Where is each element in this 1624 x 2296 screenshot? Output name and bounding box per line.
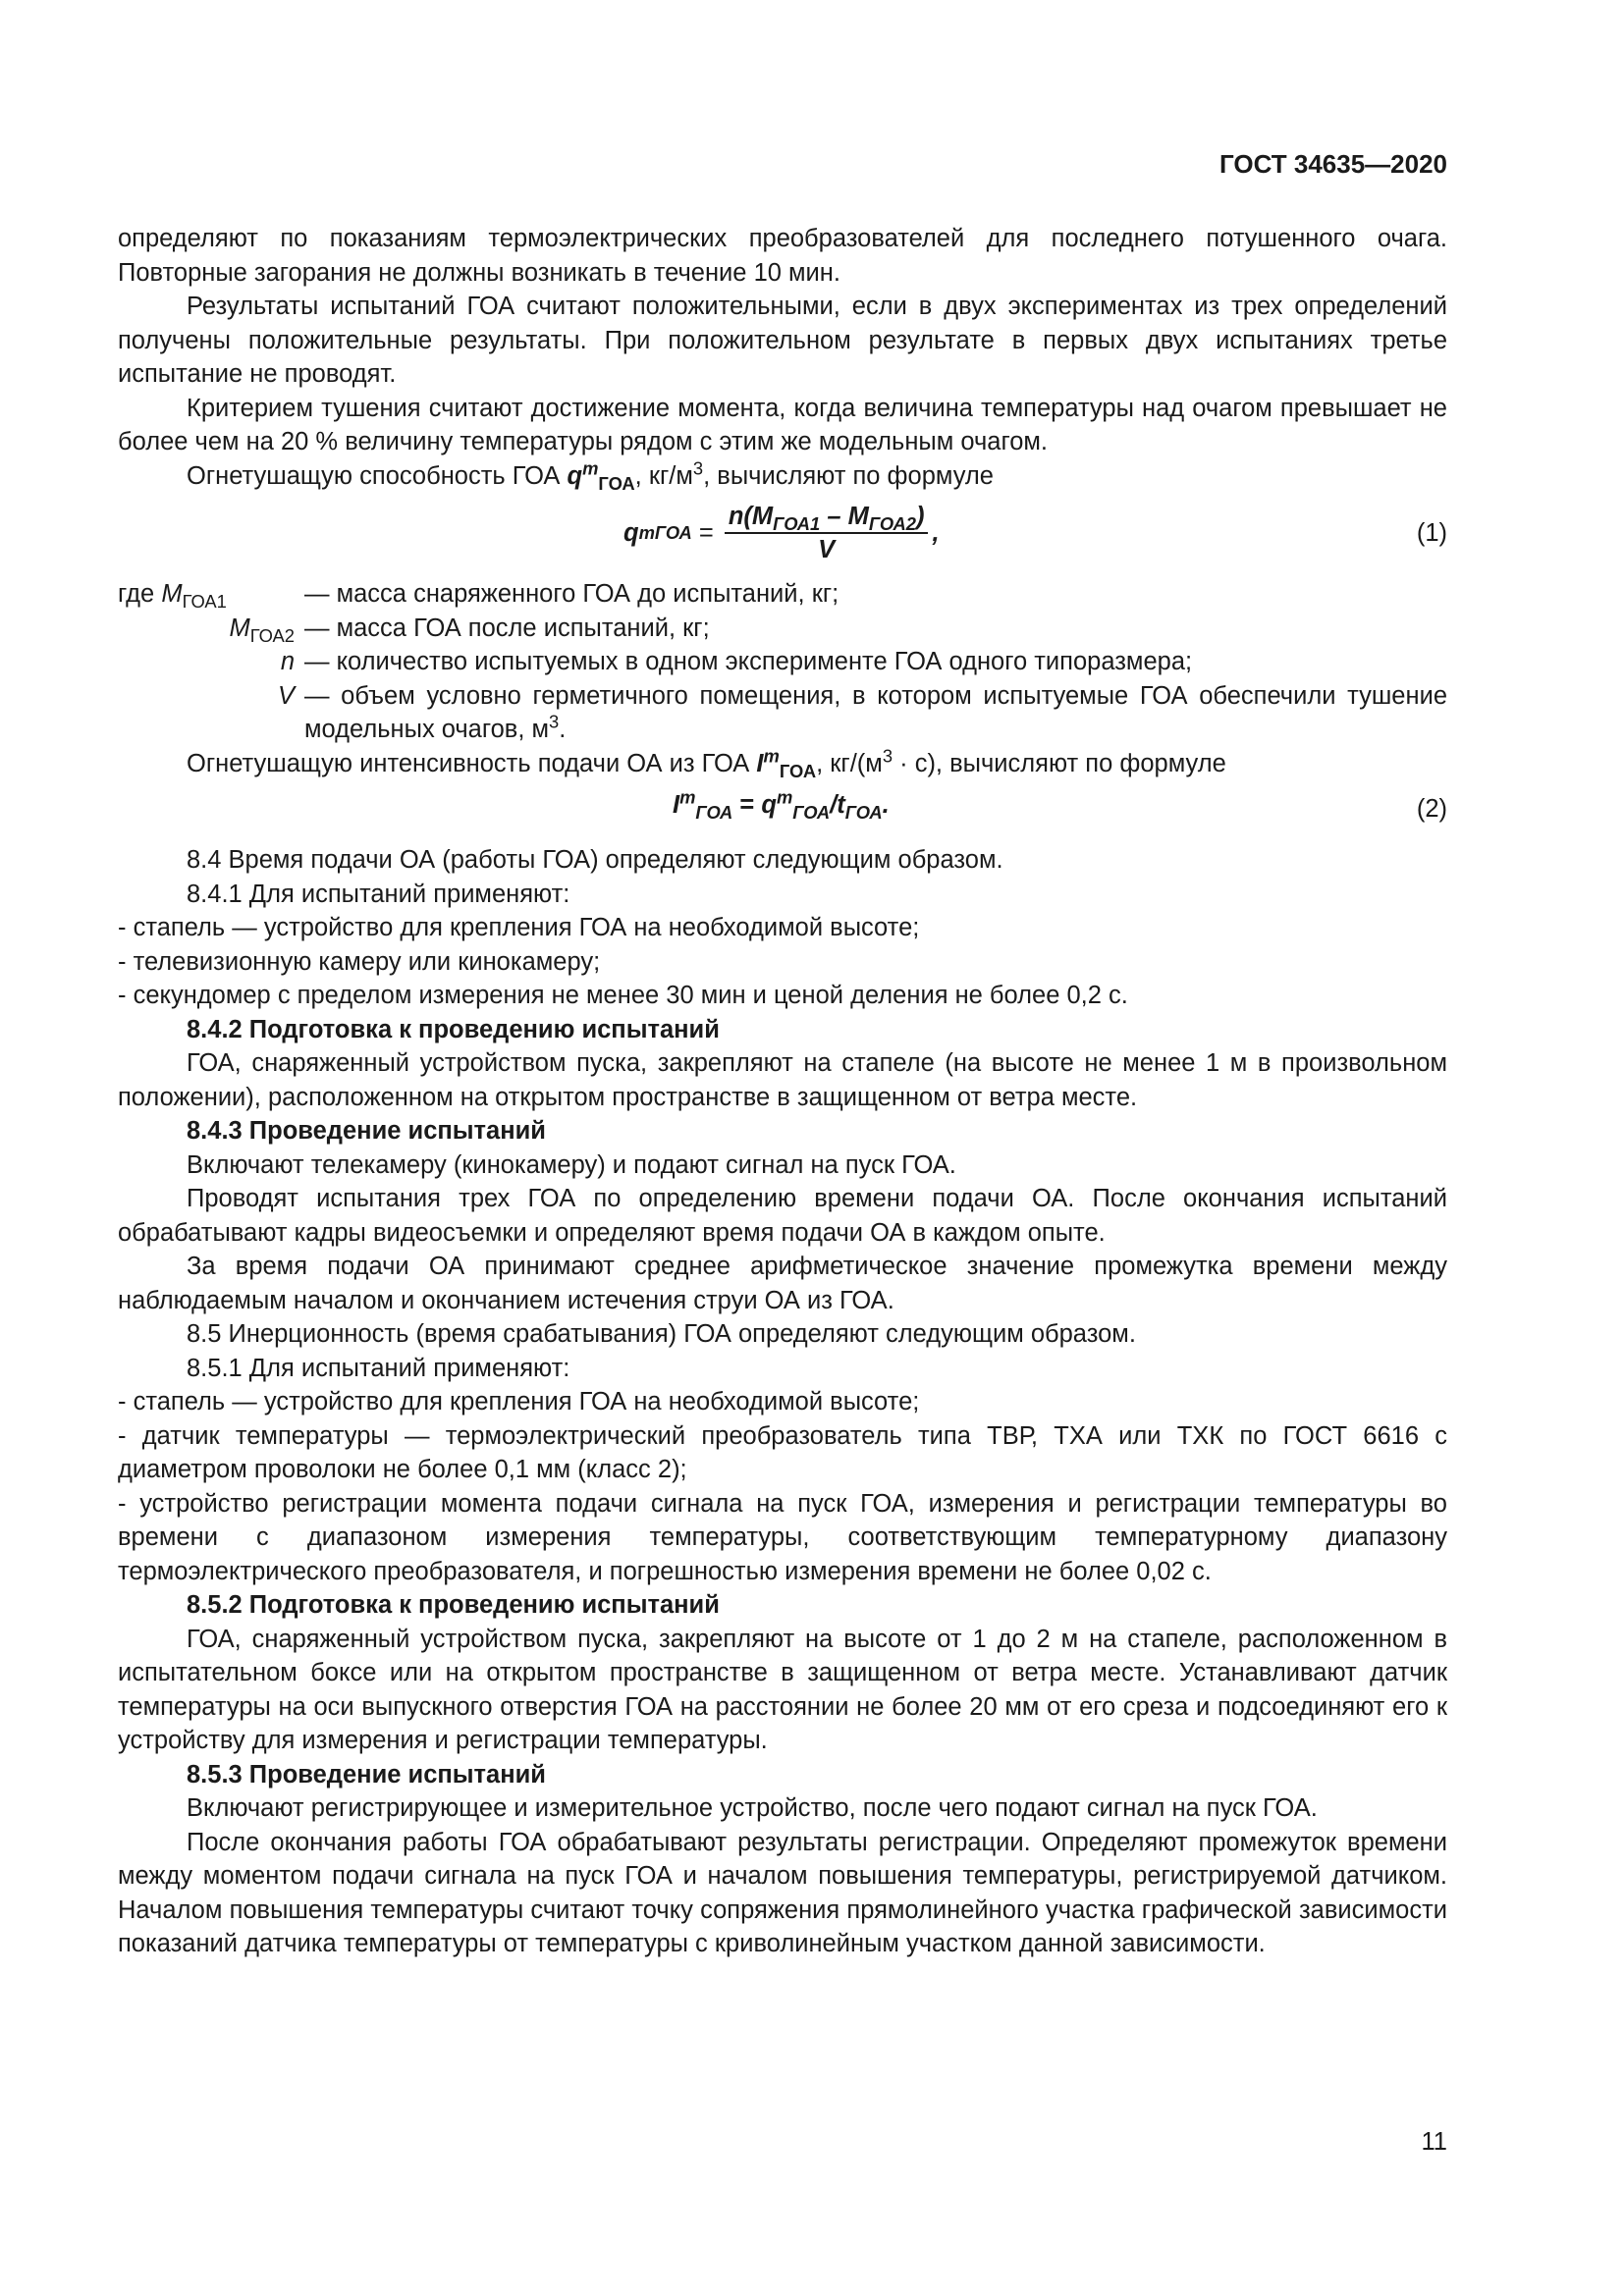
section-8-5: 8.5 Инерционность (время срабатывания) ГОА определяют следующим образом. [187, 1320, 1136, 1348]
sub-goa: ГОА [779, 760, 817, 781]
sup-m: m [763, 745, 780, 766]
where-definition: — масса снаряженного ГОА до испытаний, кг; [304, 580, 839, 608]
sub-goa: ГОА [695, 802, 733, 824]
sup-m: m [582, 457, 599, 478]
paragraph: ГОА, снаряженный устройством пуска, закрепляют на стапеле (на высоте не менее 1 м в произвольном положении), расположенном на открытом пространстве в защищенном от ветра месте. [118, 1049, 1447, 1111]
section-heading: 8.5.2 Подготовка к проведению испытаний [187, 1591, 720, 1619]
sub-goa: ГОА [598, 472, 635, 494]
sub-goa: ГОА [844, 802, 883, 824]
list-item: - стапель — устройство для крепления ГОА на необходимой высоте; [118, 1388, 920, 1415]
sub-goa1: ГОА1 [773, 513, 821, 535]
symbol-m: M [229, 614, 250, 642]
text: . [559, 716, 567, 743]
symbol-m: M [751, 503, 774, 530]
sup-3: 3 [549, 711, 560, 732]
equals-sign: = [691, 518, 721, 547]
symbol-n: n [280, 648, 295, 675]
paragraph: Критерием тушения считают достижение момента, когда величина температуры над очагом превышает не более чем на 20 % величину температуры рядом с этим же модельным очагом. [118, 394, 1447, 455]
section-heading: 8.4.3 Проведение испытаний [187, 1117, 546, 1145]
sub-goa1: ГОА1 [182, 591, 227, 613]
sup-3: 3 [882, 745, 893, 766]
paragraph: Результаты испытаний ГОА считают положительными, если в двух экспериментах из трех определений получены положительные результаты. При положительном результате в первых двух испытаниях третье испытание не проводят. [118, 293, 1447, 388]
section-heading: 8.4.2 Подготовка к проведению испытаний [187, 1015, 720, 1043]
equation-number: (2) [1416, 795, 1447, 823]
where-symbol [118, 577, 304, 612]
paren: ) [915, 503, 925, 530]
where-definition: — количество испытуемых в одном эксперименте ГОА одного типоразмера; [304, 648, 1193, 675]
paragraph: определяют по показаниям термоэлектрических преобразователей для последнего потушенного очага. Повторные загорания не должны возникать в течение 10 мин. [118, 225, 1447, 287]
text: · с), вычисляют по формуле [893, 749, 1226, 777]
where-symbol [118, 612, 304, 646]
paragraph: Включают регистрирующее и измерительное устройство, после чего подают сигнал на пуск ГОА. [187, 1794, 1318, 1822]
text: , кг/(м [816, 749, 883, 777]
section-8-4-1: 8.4.1 Для испытаний применяют: [187, 880, 570, 908]
text: Огнетушащую способность ГОА [187, 461, 568, 490]
symbol-m: M [161, 580, 183, 608]
paren: ( [743, 503, 752, 530]
symbol-i: I [673, 791, 680, 819]
symbol-n: n [728, 503, 744, 530]
where-symbol [118, 645, 304, 679]
paragraph [118, 747, 1447, 781]
where-list [118, 577, 1447, 747]
section-heading: 8.5.3 Проведение испытаний [187, 1760, 546, 1789]
section-8-5-1: 8.5.1 Для испытаний применяют: [187, 1354, 570, 1382]
sub-goa: ГОА [792, 802, 831, 824]
where-symbol [118, 679, 304, 747]
symbol-m: M [847, 503, 869, 530]
list-item: - датчик температуры — термоэлектрический преобразователь типа ТВР, ТХА или ТХК по ГОСТ 6616 с диаметром проволоки не более 0,1 мм (класс 2); [118, 1421, 1447, 1483]
symbol-q: q [567, 461, 583, 490]
symbol-t: t [837, 791, 845, 819]
formula-expression: q m ГОА = $\frac{n(M_{ГОА1} - M_{ГОА2})}{V}$ , [623, 503, 940, 563]
sup-3: 3 [692, 457, 704, 478]
symbol-v: V [277, 681, 295, 710]
fraction [725, 501, 929, 565]
text: , вычисляют по формуле [703, 461, 994, 490]
numerator [725, 501, 929, 534]
formula-1 [118, 501, 1447, 569]
equation-number: (1) [1416, 519, 1447, 547]
where-definition: — масса ГОА после испытаний, кг; [304, 614, 710, 642]
symbol-i: I [756, 749, 764, 777]
section-8-4: 8.4 Время подачи ОА (работы ГОА) определяют следующим образом. [187, 846, 1003, 874]
paragraph: Проводят испытания трех ГОА по определению времени подачи ОА. После окончания испытаний обрабатывают кадры видеосъемки и определяют время подачи ОА в каждом опыте. [118, 1185, 1447, 1247]
where-definition [304, 679, 1447, 747]
page-number: 11 [1421, 2128, 1447, 2156]
period: . [882, 791, 890, 819]
sup-m: m [776, 786, 793, 808]
list-item: - стапель — устройство для крепления ГОА на необходимой высоте; [118, 914, 920, 941]
list-item: - телевизионную камеру или кинокамеру; [118, 947, 601, 976]
document-body [118, 222, 1447, 1961]
paragraph: После окончания работы ГОА обрабатывают результаты регистрации. Определяют промежуток времени между моментом подачи сигнала на пуск ГОА и началом повышения температуры, регистрируемой датчиком. Началом повышения температуры считают точку сопряжения прямолинейного участка графической зависимости показаний датчика температуры от температуры с криволинейным участком данной зависимости. [118, 1828, 1447, 1957]
formula-2 [118, 780, 1447, 837]
comma: , [932, 518, 940, 547]
paragraph: За время подачи ОА принимают среднее арифметическое значение промежутка времени между наблюдаемым началом и окончанием истечения струи ОА из ГОА. [118, 1253, 1447, 1314]
paragraph [118, 459, 1447, 494]
minus-sign: – [820, 503, 848, 530]
list-item: - устройство регистрации момента подачи сигнала на пуск ГОА, измерения и регистрации температуры во времени с диапазоном измерения температуры, соответствующим температурному диапазону термоэлектрического преобразователя, и погрешностью измерения времени не более 0,02 с. [118, 1489, 1447, 1585]
equals-sign: = [732, 791, 762, 819]
sub-goa2: ГОА2 [868, 513, 916, 535]
formula-expression [673, 788, 890, 823]
paragraph: Включают телекамеру (кинокамеру) и подают сигнал на пуск ГОА. [187, 1150, 956, 1179]
sub-goa2: ГОА2 [249, 624, 295, 646]
denominator: V [818, 536, 836, 563]
text: где [118, 580, 162, 608]
paragraph: ГОА, снаряженный устройством пуска, закрепляют на высоте от 1 до 2 м на стапеле, расположенном в испытательном боксе или на открытом пространстве в защищенном от ветра месте. Устанавливают датчик температуры на оси выпускного отверстия ГОА на расстоянии не более 20 мм от его среза и подсоединяют его к устройству для измерения и регистрации температуры. [118, 1625, 1447, 1754]
document-header: ГОСТ 34635—2020 [1219, 149, 1447, 179]
text: — объем условно герметичного помещения, в котором испытуемые ГОА обеспечили тушение модельных очагов, м [304, 681, 1447, 743]
text: , кг/м [634, 461, 693, 490]
symbol-q: q [623, 518, 639, 547]
symbol-q: q [761, 791, 777, 819]
sup-m: m [679, 786, 696, 808]
slash: / [830, 791, 838, 819]
text: Огнетушащую интенсивность подачи ОА из ГОА [187, 749, 757, 777]
list-item: - секундомер с пределом измерения не менее 30 мин и ценой деления не более 0,2 с. [118, 982, 1128, 1009]
